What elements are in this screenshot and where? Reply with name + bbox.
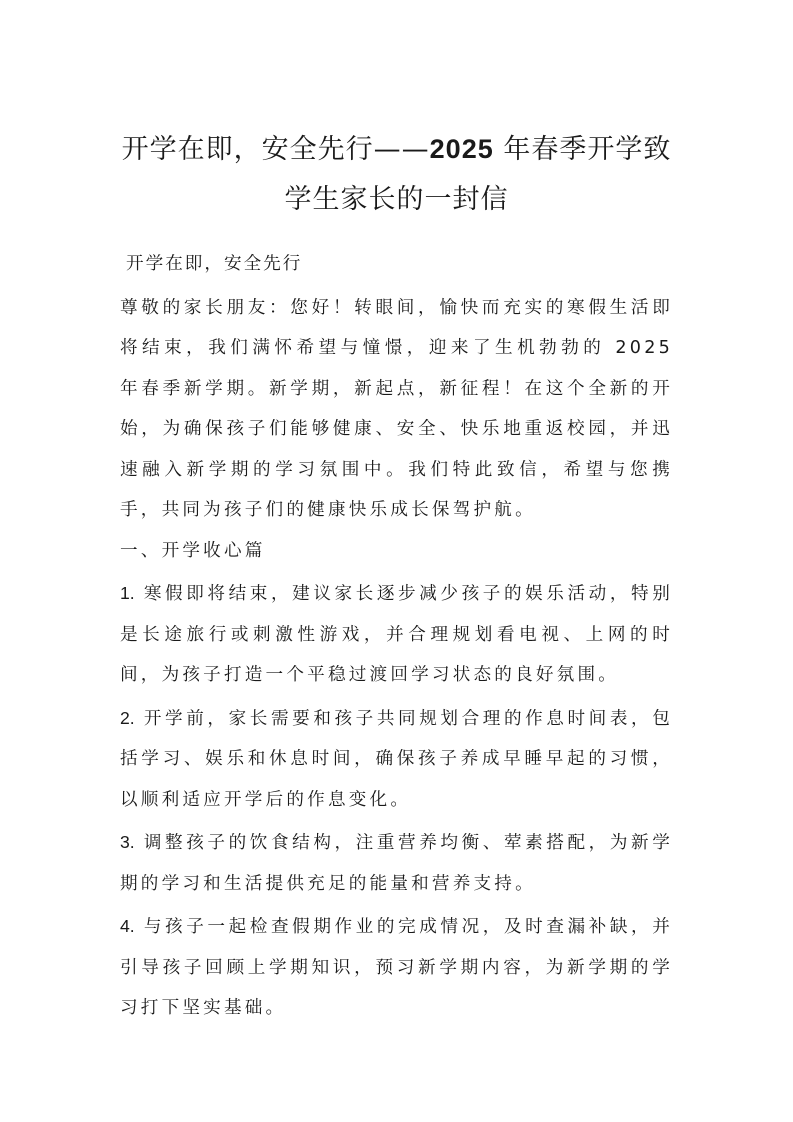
document-body xyxy=(120,244,673,1029)
list-item-number: 4. xyxy=(120,916,135,936)
intro-paragraph: 尊敬的家长朋友：您好！转眼间，愉快而充实的寒假生活即将结束，我们满怀希望与憧憬，迎来了生机勃勃的 2025 年春季新学期。新学期，新起点，新征程！在这个全新的开始，为确保孩子们能够健康、安全、快乐地重返校园，并迅速融入新学期的学习氛围中。我们特此致信，希望与您携手，共同为孩子们的健康快乐成长保驾护航。 xyxy=(120,297,673,520)
list-item xyxy=(120,573,673,696)
list-item-text: 寒假即将结束，建议家长逐步减少孩子的娱乐活动，特别是长途旅行或刺激性游戏，并合理规划看电视、上网的时间，为孩子打造一个平稳过渡回学习状态的良好氛围。 xyxy=(120,584,673,685)
title-line2: 学生家长的一封信 xyxy=(284,184,509,215)
list-item-number: 3. xyxy=(120,832,135,852)
title-year: 2025 xyxy=(429,134,494,164)
document-title xyxy=(110,124,683,225)
list-item xyxy=(120,906,673,1029)
list-item xyxy=(120,698,673,821)
list-item-text: 调整孩子的饮食结构，注重营养均衡、荤素搭配，为新学期的学习和生活提供充足的能量和营养支持。 xyxy=(120,833,673,894)
subtitle: 开学在即，安全先行 xyxy=(126,254,303,274)
section-heading: 一、开学收心篇 xyxy=(120,540,266,561)
list-item-text: 开学前，家长需要和孩子共同规划合理的作息时间表，包括学习、娱乐和休息时间，确保孩子养成早睡早起的习惯，以顺利适应开学后的作息变化。 xyxy=(120,708,673,810)
title-line1-suffix: 年春季开学致 xyxy=(493,134,672,165)
title-line1-prefix: 开学在即，安全先行—— xyxy=(121,134,430,165)
list-item xyxy=(120,822,673,904)
list-item-number: 2. xyxy=(120,707,135,728)
list-item-number: 1. xyxy=(120,583,135,603)
list-item-text: 与孩子一起检查假期作业的完成情况，及时查漏补缺，并引导孩子回顾上学期知识，预习新学期内容，为新学期的学习打下坚实基础。 xyxy=(120,917,673,1018)
